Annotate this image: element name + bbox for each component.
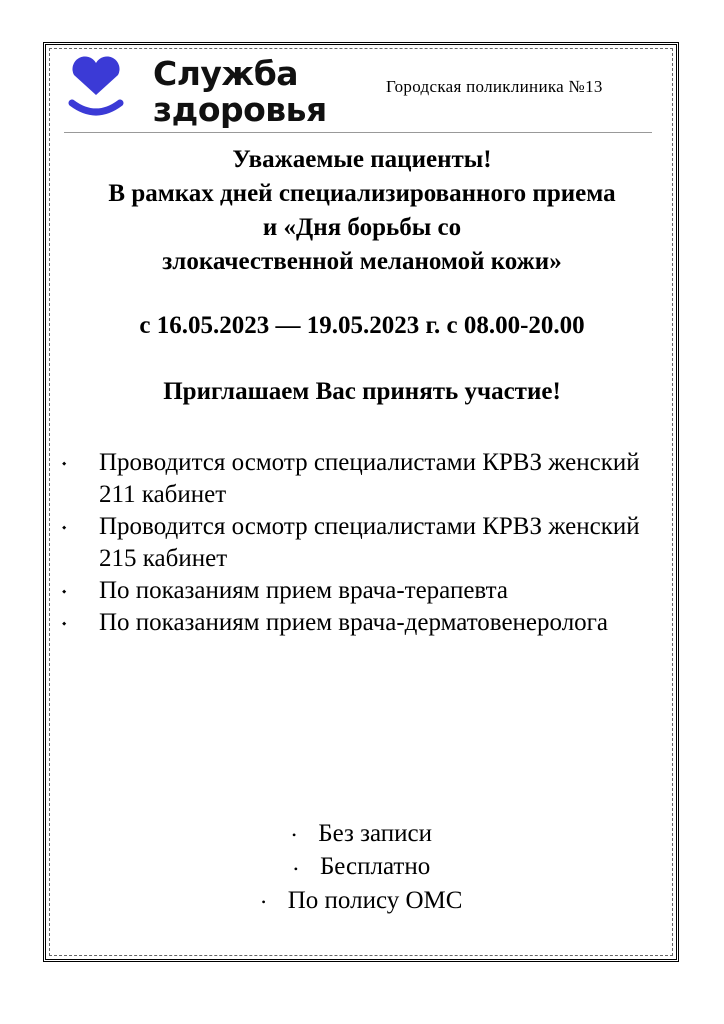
bullet-icon: ⬩ [62, 584, 67, 598]
clinic-name: Городская поликлиника №13 [386, 77, 603, 96]
list-item [50, 885, 674, 918]
service-text: Проводится осмотр специалистами КРВЗ женский 211 кабинет [99, 449, 640, 508]
bullet-icon: ⬩ [62, 456, 67, 470]
list-item [58, 511, 648, 575]
headline-line-1: Уважаемые пациенты! [232, 146, 492, 173]
bullet-icon: ⬩ [62, 520, 67, 534]
service-text: По показаниям прием врача-дерматовенеролога [99, 609, 609, 636]
term-text: Бесплатно [319, 853, 431, 881]
bullet-icon: • [261, 894, 266, 909]
bullet-icon: • [293, 861, 298, 876]
list-item [50, 818, 674, 851]
list-item [58, 447, 648, 511]
event-dates: с 16.05.2023 — 19.05.2023 г. с 08.00-20.00 [139, 312, 585, 339]
term-text: По полису ОМС [287, 886, 463, 914]
brand-line-2: здоровья [153, 90, 327, 129]
bullet-icon: • [292, 828, 297, 843]
list-item [58, 607, 648, 639]
services-list [58, 447, 648, 639]
header-divider [64, 132, 652, 133]
service-text: Проводится осмотр специалистами КРВЗ женский 215 кабинет [99, 513, 640, 572]
invitation: Приглашаем Вас принять участие! [163, 378, 561, 405]
list-item [50, 851, 674, 884]
headline-line-2: В рамках дней специализированного приема [108, 180, 616, 207]
brand-line-1: Служба [153, 54, 299, 93]
bullet-icon: ⬩ [62, 616, 67, 630]
terms-list [50, 818, 674, 918]
heart-smile-icon [66, 55, 126, 121]
service-text: По показаниям прием врача-терапевта [99, 577, 508, 604]
brand-name [153, 56, 327, 128]
headline-line-3: и «Дня борьбы со [262, 214, 462, 241]
list-item [58, 575, 648, 607]
headline-line-4: злокачественной меланомой кожи» [162, 248, 562, 275]
headline [50, 143, 674, 279]
term-text: Без записи [318, 820, 432, 847]
